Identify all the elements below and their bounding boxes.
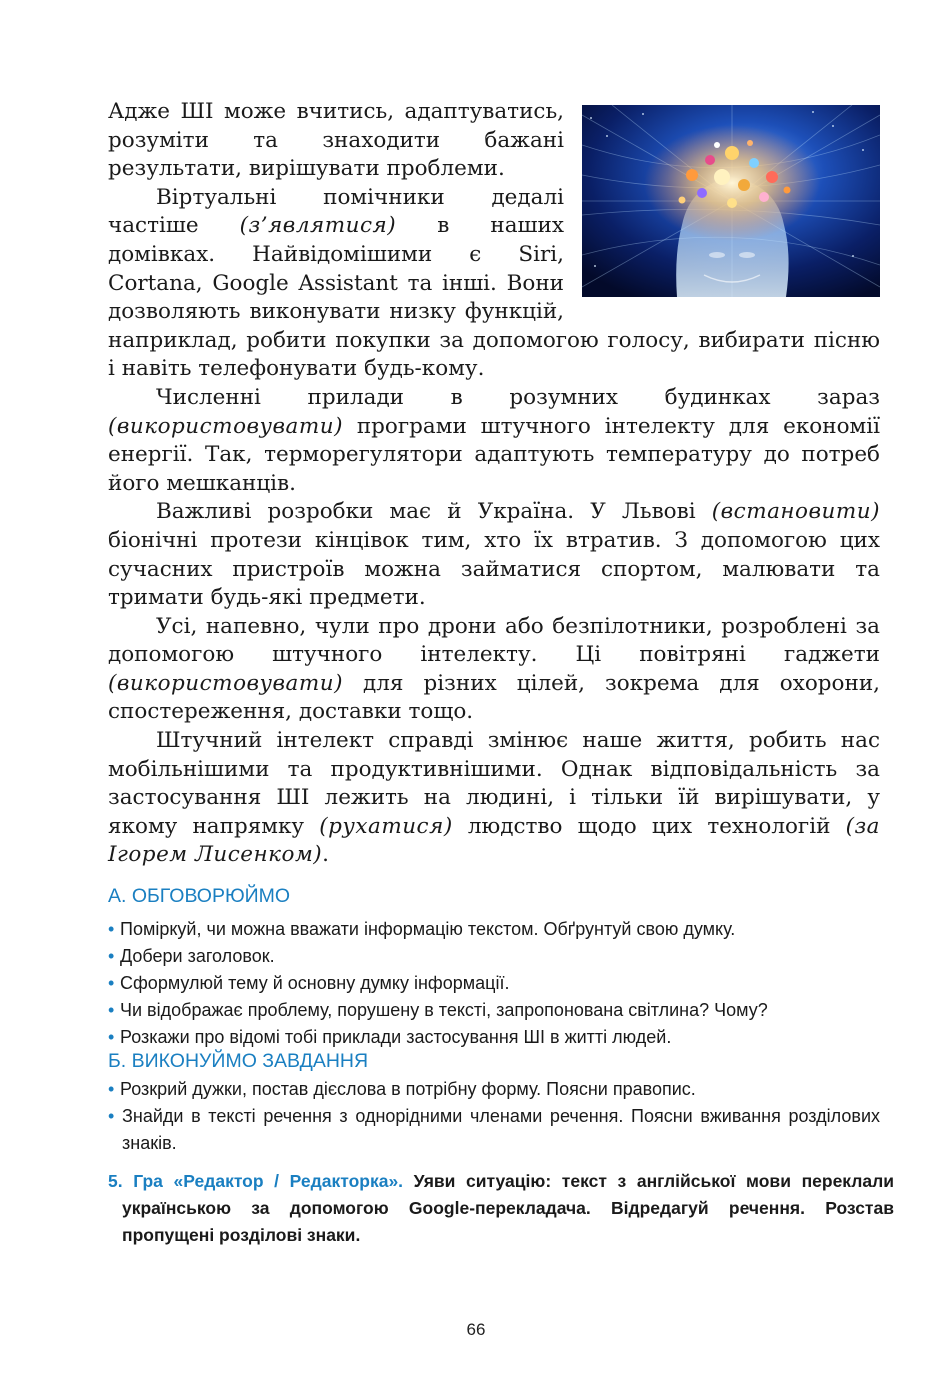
p6-text-c: . — [322, 842, 330, 868]
list-item — [108, 1076, 880, 1103]
p2-text-b: в наших домівках. Найвідомішими є Siri, Cortana, Google Assistant та інші. Вони дозволяють виконувати низку функцій, наприклад, робити покупки за допомогою голосу, вибирати пісню і навіть телефонувати будь-кому. — [108, 213, 880, 382]
bullet-icon: • — [108, 1027, 115, 1047]
bullet-icon: • — [108, 973, 115, 993]
p4-text-b: біонічні протези кінцівок тим, хто їх втратив. З допомогою цих сучасних пристроїв можна займатися спортом, малювати та тримати будь-які предмети. — [108, 527, 880, 611]
p6-verb: (рухатися) — [319, 813, 453, 839]
list-item — [108, 970, 880, 997]
list-item — [108, 1024, 880, 1051]
list-item-text: Розкажи про відомі тобі приклади застосування ШІ в житті людей. — [120, 1027, 672, 1047]
list-item — [108, 916, 880, 943]
p6-text-a: Штучний інтелект справді змінює наше життя, робить нас мобільнішими та продуктивнішими. Однак відповідальність за застосування ШІ лежить на людині, і тільки їй вирішувати, у якому напрямку — [108, 728, 880, 839]
paragraph-5 — [108, 613, 880, 727]
list-item — [108, 1103, 880, 1157]
list-item-text: Сформулюй тему й основну думку інформації. — [120, 973, 510, 993]
paragraph-1: Адже ШІ може вчитись, адаптуватись, розуміти та знаходити бажані результати, вирішувати проблеми. — [108, 99, 564, 182]
paragraph-3 — [108, 384, 880, 498]
p2-verb: (з’являтися) — [239, 213, 397, 239]
list-item-text: Поміркуй, чи можна вважати інформацію текстом. Обґрунтуй свою думку. — [120, 919, 736, 939]
p4-text-a: Важливі розробки має й Україна. У Львові — [156, 499, 712, 525]
list-item-text: Знайди в тексті речення з однорідними членами речення. Поясни вживання розділових знаків. — [122, 1106, 880, 1153]
p5-verb: (використовувати) — [108, 670, 343, 696]
ai-brain-image — [582, 105, 880, 297]
main-text — [108, 98, 880, 870]
list-item — [108, 943, 880, 970]
section-a-list — [108, 916, 880, 1051]
section-b-heading: Б. ВИКОНУЙМО ЗАВДАННЯ — [108, 1050, 369, 1072]
p3-text-a: Численні прилади в розумних будинках зараз — [156, 384, 880, 410]
task-5-text: Уяви ситуацію: текст з англійської мови переклали українською за допомогою Google-перекладача. Відредагуй речення. Розстав пропущені розділові знаки. — [122, 1171, 894, 1245]
p5-text-b: для різних цілей, зокрема для охорони, спостереження, доставки тощо. — [108, 670, 880, 725]
page-number: 66 — [466, 1320, 486, 1339]
list-item — [108, 997, 880, 1024]
paragraph-4 — [108, 498, 880, 612]
p3-text-b: програми штучного інтелекту для економії енергії. Так, терморегулятори адаптують температуру до потреб його мешканців. — [108, 413, 880, 496]
bullet-icon: • — [108, 946, 115, 966]
bullet-icon: • — [108, 1106, 115, 1126]
list-item-text: Добери заголовок. — [120, 946, 275, 966]
p3-verb: (використовувати) — [108, 413, 343, 439]
p5-text-a: Усі, напевно, чули про дрони або безпілотники, розроблені за допомогою штучного інтелекту. Ці повітряні гаджети — [108, 613, 880, 668]
p6-author: (за Ігорем Лисенком) — [108, 813, 880, 868]
task-5 — [108, 1168, 894, 1249]
bullet-icon: • — [108, 1079, 115, 1099]
paragraph-6 — [108, 727, 880, 870]
p4-verb: (встановити) — [711, 499, 880, 525]
section-b-list — [108, 1076, 880, 1157]
p6-text-b: людство щодо цих технологій — [452, 813, 846, 839]
task-5-label: 5. Гра «Редактор / Редакторка». — [108, 1171, 404, 1191]
section-a-heading: А. ОБГОВОРЮЙМО — [108, 885, 291, 907]
bullet-icon: • — [108, 1000, 115, 1020]
list-item-text: Чи відображає проблему, порушену в тексті, запропонована світлина? Чому? — [120, 1000, 768, 1020]
p2-text-a: Віртуальні помічники дедалі частіше — [108, 184, 564, 239]
bullet-icon: • — [108, 919, 115, 939]
list-item-text: Розкрий дужки, постав дієслова в потрібну форму. Поясни правопис. — [120, 1079, 696, 1099]
